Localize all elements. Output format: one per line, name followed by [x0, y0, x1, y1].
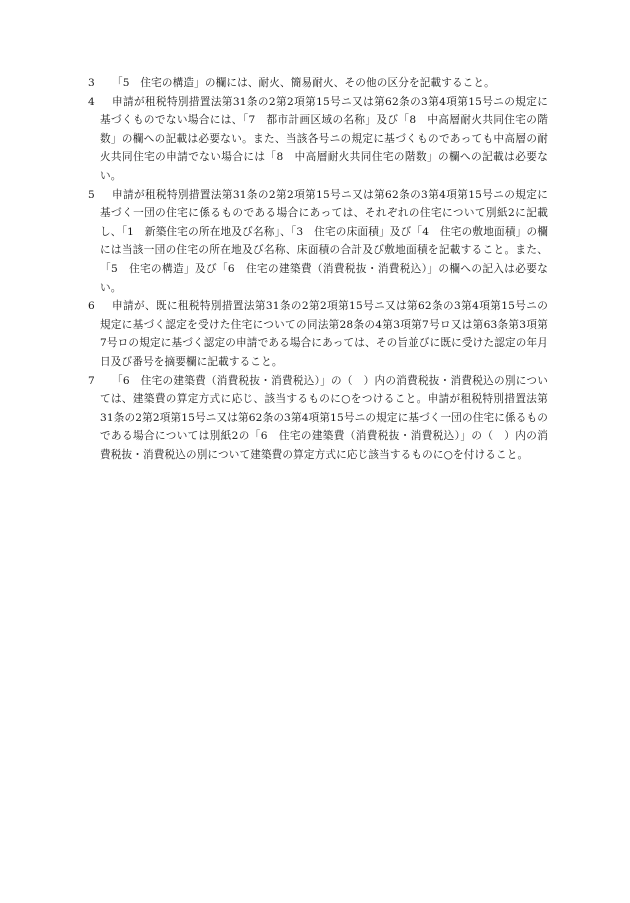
note-number: 5	[88, 188, 95, 201]
note-text: 「5 住宅の構造」の欄には、耐火、簡易耐火、その他の区分を記載すること。	[112, 77, 495, 89]
note-item-4	[88, 93, 548, 186]
note-number: 3	[88, 77, 95, 89]
note-text: 申請が租税特別措置法第31条の2第2項第15号ニ又は第62条の3第4項第15号ニの規定に基づくものでない場合には、「7 都市計画区域の名称」及び「8 中高層耐火共同住宅の階数」の欄への記載は必要ない。また、当該各号ニの規定に基づくものであっても中高層の耐火共同住宅の申請でない場合には「8 中高層耐火共同住宅の階数」の欄への記載は必要ない。	[100, 95, 548, 182]
note-text: 申請が租税特別措置法第31条の2第2項第15号ニ又は第62条の3第4項第15号ニの規定に基づく一団の住宅に係るものである場合にあっては、それぞれの住宅について別紙2に記載し、「1 新築住宅の所在地及び名称」、「3 住宅の床面積」及び「4 住宅の敷地面積」の欄には当該一団の住宅の所在地及び名称、床面積の合計及び敷地面積を記載すること。また、「5 住宅の構造」及び「6 住宅の建築費（消費税抜・消費税込）」の欄への記入は必要ない。	[100, 188, 548, 294]
note-item-6	[88, 297, 548, 371]
note-number: 7	[88, 374, 95, 387]
note-text: 申請が、既に租税特別措置法第31条の2第2項第15号ニ又は第62条の3第4項第15号ニの規定に基づく認定を受けた住宅についての同法第28条の4第3項第7号ロ又は第63条第3項第7号ロの規定に基づく認定の申請である場合にあっては、その旨並びに既に受けた認定の年月日及び番号を摘要欄に記載すること。	[100, 300, 548, 368]
note-item-3	[88, 74, 548, 93]
note-number: 6	[88, 300, 95, 313]
note-item-7	[88, 372, 548, 465]
note-item-5	[88, 186, 548, 298]
note-number: 4	[88, 95, 95, 108]
instruction-notes	[88, 74, 548, 464]
note-text: 「6 住宅の建築費（消費税抜・消費税込）」の（ ）内の消費税抜・消費税込の別については、建築費の算定方式に応じ、該当するものに○をつけること。申請が租税特別措置法第31条の2第2項第15号ニ又は第62条の3第4項第15号ニの規定に基づく一団の住宅に係るものである場合については別紙2の「6 住宅の建築費（消費税抜・消費税込）」の（ ）内の消費税抜・消費税込の別について建築費の算定方式に応じ該当するものに○を付けること。	[100, 374, 548, 461]
